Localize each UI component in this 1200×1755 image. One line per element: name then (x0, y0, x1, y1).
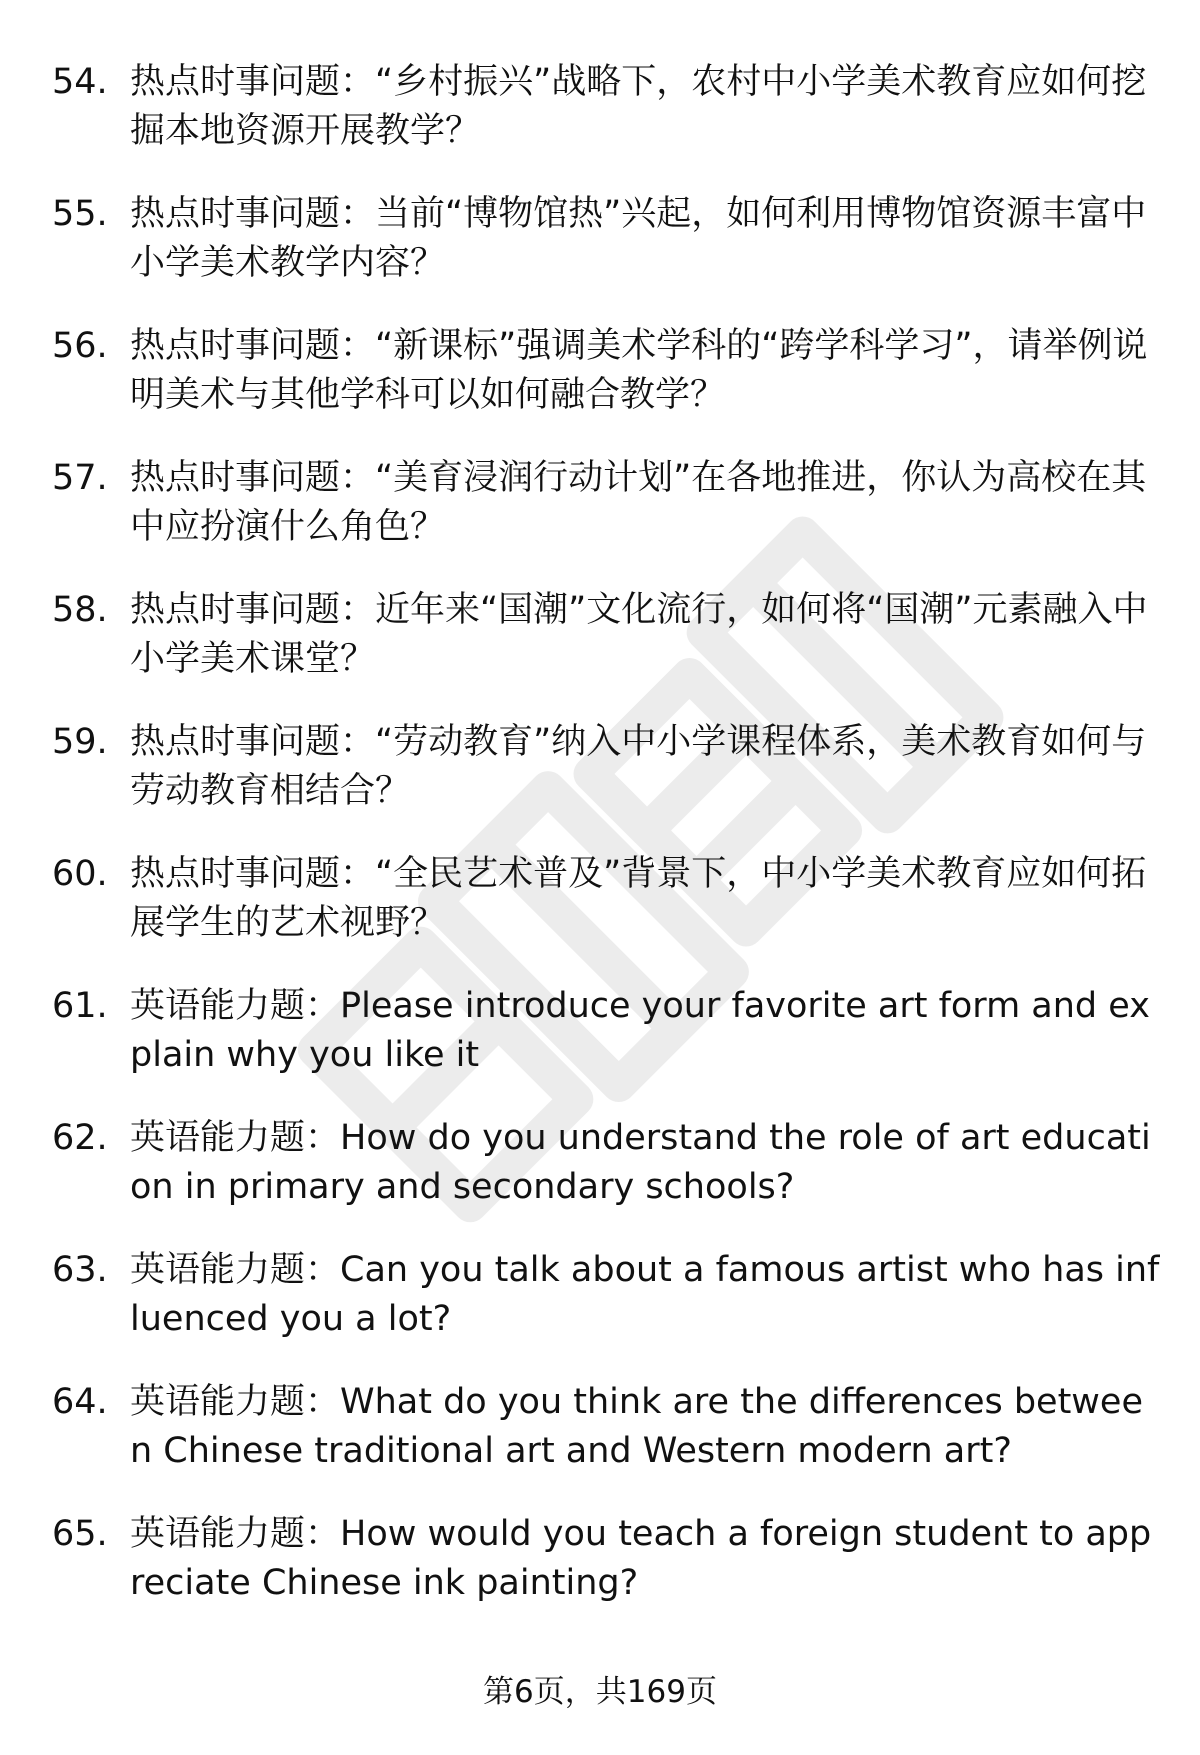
question-text: 英语能力题：How do you understand the role of art education in primary and secondary schools? (130, 1118, 1151, 1207)
list-item (52, 190, 1162, 322)
question-text: 英语能力题：Please introduce your favorite art form and explain why you like it (130, 986, 1150, 1075)
list-item (52, 1510, 1162, 1642)
question-number: 57. (52, 458, 108, 498)
list-item (52, 718, 1162, 850)
question-number: 63. (52, 1250, 108, 1290)
list-item (52, 58, 1162, 190)
list-item (52, 982, 1162, 1114)
list-item (52, 454, 1162, 586)
question-number: 54. (52, 62, 108, 102)
list-item (52, 850, 1162, 982)
question-text: 热点时事问题：“全民艺术普及”背景下，中小学美术教育应如何拓展学生的艺术视野？ (130, 854, 1147, 943)
list-item (52, 1114, 1162, 1246)
question-text: 热点时事问题：“美育浸润行动计划”在各地推进，你认为高校在其中应扮演什么角色？ (130, 458, 1147, 547)
list-item (52, 322, 1162, 454)
question-text: 热点时事问题：“劳动教育”纳入中小学课程体系，美术教育如何与劳动教育相结合？ (130, 722, 1147, 811)
question-number: 61. (52, 986, 108, 1026)
question-number: 59. (52, 722, 108, 762)
question-text: 热点时事问题：“乡村振兴”战略下，农村中小学美术教育应如何挖掘本地资源开展教学？ (130, 62, 1147, 151)
list-item (52, 1246, 1162, 1378)
question-text: 英语能力题：What do you think are the differences between Chinese traditional art and Western modern art? (130, 1382, 1144, 1471)
question-text: 英语能力题：How would you teach a foreign student to appreciate Chinese ink painting? (130, 1514, 1152, 1603)
list-item (52, 586, 1162, 718)
question-text: 热点时事问题：“新课标”强调美术学科的“跨学科学习”，请举例说明美术与其他学科可以如何融合教学？ (130, 326, 1148, 415)
question-text: 热点时事问题：近年来“国潮”文化流行，如何将“国潮”元素融入中小学美术课堂？ (130, 590, 1148, 679)
question-text: 热点时事问题：当前“博物馆热”兴起，如何利用博物馆资源丰富中小学美术教学内容？ (130, 194, 1147, 283)
question-number: 58. (52, 590, 108, 630)
question-number: 62. (52, 1118, 108, 1158)
question-number: 65. (52, 1514, 108, 1554)
question-number: 64. (52, 1382, 108, 1422)
question-number: 56. (52, 326, 108, 366)
question-list (52, 58, 1162, 1642)
question-number: 60. (52, 854, 108, 894)
question-number: 55. (52, 194, 108, 234)
page-indicator: 第6页，共169页 (483, 1674, 717, 1710)
question-text: 英语能力题：Can you talk about a famous artist who has influenced you a lot? (130, 1250, 1160, 1339)
list-item (52, 1378, 1162, 1510)
